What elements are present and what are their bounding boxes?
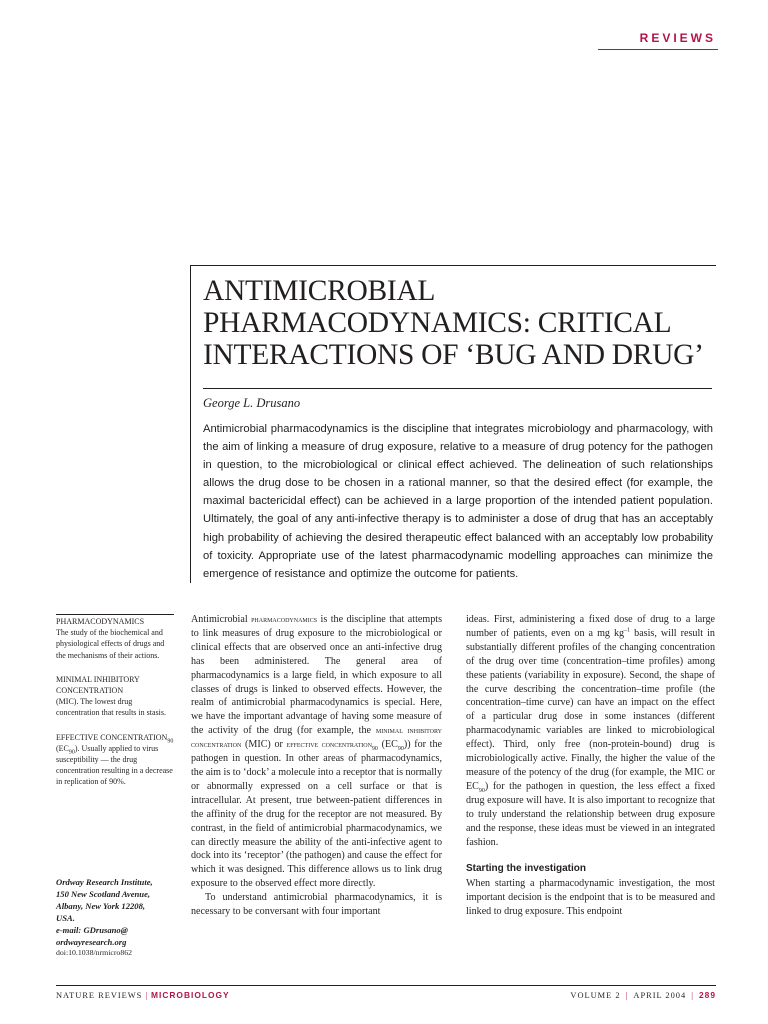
body-paragraph: ideas. First, administering a fixed dose of drug to a large number of patients, even on a mg $kg^{-1}$ basis, will result in substantially different profiles of the changing concentration of the drug over time (concentration–time profiles) among these patients (variability in exposure). Second, the shape of the curve describing the concentration–time profile (the concentration–time curve) can have an impact on the effect of a particular drug dose in some instances (different pharmacodynamic variables are linked to microbiological effect). Third, only free (non-protein-bound) drug is microbiologically active. Finally, the higher the value of the measure of the potency of the drug (for example, the MIC or $EC_{90}$) for the pathogen in question, the less effect a fixed drug exposure will have. It is also important to recognize that to truly understand the relationship between drug exposure and the response, these ideas must be viewed in an integrated fashion. — [466, 614, 715, 848]
section-label: REVIEWS — [639, 31, 716, 45]
section-subheading: Starting the investigation — [466, 863, 587, 875]
article-title — [203, 275, 708, 371]
author-affiliation: Ordway Research Institute, 150 New Scotland Avenue, Albany, New York 12208, USA. e-mail: GDrusano@ ordwayresearch.org — [56, 876, 176, 948]
title-underline — [203, 388, 712, 389]
glossary-link: minimal inhibitory concentration — [191, 725, 442, 750]
glossary-entry — [56, 616, 174, 661]
title-side-rule — [190, 265, 191, 583]
issue-date: APRIL 2004 — [633, 991, 687, 1000]
volume: VOLUME 2 — [570, 991, 621, 1000]
author-name: George L. Drusano — [203, 396, 301, 410]
journal-field: MICROBIOLOGY — [151, 990, 230, 1000]
glossary-term: EFFECTIVE $CONCENTRATION_{90}$ — [56, 732, 174, 745]
header-rule — [598, 49, 718, 50]
body-column-2 — [466, 613, 715, 919]
footer-rule — [56, 985, 716, 986]
journal-name: NATURE REVIEWS — [56, 991, 143, 1000]
glossary-link: pharmacodynamics — [251, 614, 318, 624]
abstract: Antimicrobial pharmacodynamics is the discipline that integrates microbiology and pharmacology, with the aim of linking a measure of drug exposure, relative to a measure of drug potency for the pathogen in question, to the microbiological or clinical effect achieved. The delineation of such relationships allows the drug dose to be chosen in a rational manner, so that the desired effect (for example, the maximal bactericidal effect) can be achieved in a large proportion of the intended patient population. Ultimately, the goal of any anti-infective therapy is to administer a dose of drug that has an acceptably high probability of achieving the desired therapeutic effect balanced with an acceptably low probability of toxicity. Appropriate use of the latest pharmacodynamic modelling approaches can minimize the emergence of resistance and optimize the outcome for patients. — [203, 423, 713, 580]
glossary-rule — [56, 614, 174, 615]
doi: doi:10.1038/nrmicro862 — [56, 948, 133, 957]
glossary-link: effective concentration — [286, 739, 372, 750]
glossary-term: MINIMAL INHIBITORY CONCENTRATION — [56, 674, 140, 696]
body-paragraph: Antimicrobial pharmacodynamics is the discipline that attempts to link measures of drug exposure to the microbiological or clinical effects that are observed once an anti-infective drug has been administered. The general area of pharmacodynamics is a large field, in which exposure to all classes of drugs is linked to observed effects. However, the realm of antimicrobial pharmacodynamics is special. Here, we have the important advantage of having some measure of the activity of the drug (for example, the minimal inhibitory concentration (MIC) or effective concentration$_{90}$ $(EC_{90})$) for the pathogen in question. In other areas of pharmacodynamics, the aim is to ‘dock’ a molecule into a receptor that is normally or abnormally expressed on a cell surface or that is intracellular. At present, true between-patient differences in the affinity of the drug for the receptor are not measured. By contrast, in the field of antimicrobial pharmacodynamics, we can directly measure the ability of the anti-infective agent to dock into its ‘receptor’ (the pathogen) and cause the effect for which it was designed. This difference allows us to link drug exposure to the observed effect more directly. — [191, 614, 442, 890]
body-paragraph: When starting a pharmacodynamic investigation, the most important decision is the endpoint that is to be measured and linked to drug exposure. This endpoint — [466, 878, 715, 918]
author-email[interactable]: e-mail: GDrusano@ — [56, 925, 128, 935]
title-line: PHARMACODYNAMICS: CRITICAL — [203, 307, 672, 339]
body-paragraph: To understand antimicrobial pharmacodynamics, it is necessary to be conversant with four important — [191, 892, 442, 918]
glossary — [56, 616, 174, 801]
title-line: INTERACTIONS OF ‘BUG AND DRUG’ — [203, 339, 704, 371]
title-line: ANTIMICROBIAL — [203, 275, 436, 307]
glossary-definition: $(EC_{90})$. Usually applied to virus susceptibility — the drug concentration resulting in a decrease in replication of 90%. — [56, 743, 173, 787]
glossary-entry — [56, 732, 174, 788]
body-column-1 — [191, 613, 442, 919]
title-top-rule — [190, 265, 716, 266]
glossary-definition: The study of the biochemical and physiological effects of drugs and the mechanisms of their actions. — [56, 628, 165, 660]
glossary-entry — [56, 674, 174, 719]
page-number: 289 — [699, 990, 716, 1000]
glossary-definition: (MIC). The lowest drug concentration that results in stasis. — [56, 697, 166, 718]
glossary-term: PHARMACODYNAMICS — [56, 617, 145, 626]
author-email-domain[interactable]: ordwayresearch.org — [56, 937, 127, 947]
footer-journal: NATURE REVIEWS | MICROBIOLOGY — [56, 990, 230, 1000]
footer-issue: VOLUME 2 | APRIL 2004 | 289 — [570, 990, 716, 1000]
